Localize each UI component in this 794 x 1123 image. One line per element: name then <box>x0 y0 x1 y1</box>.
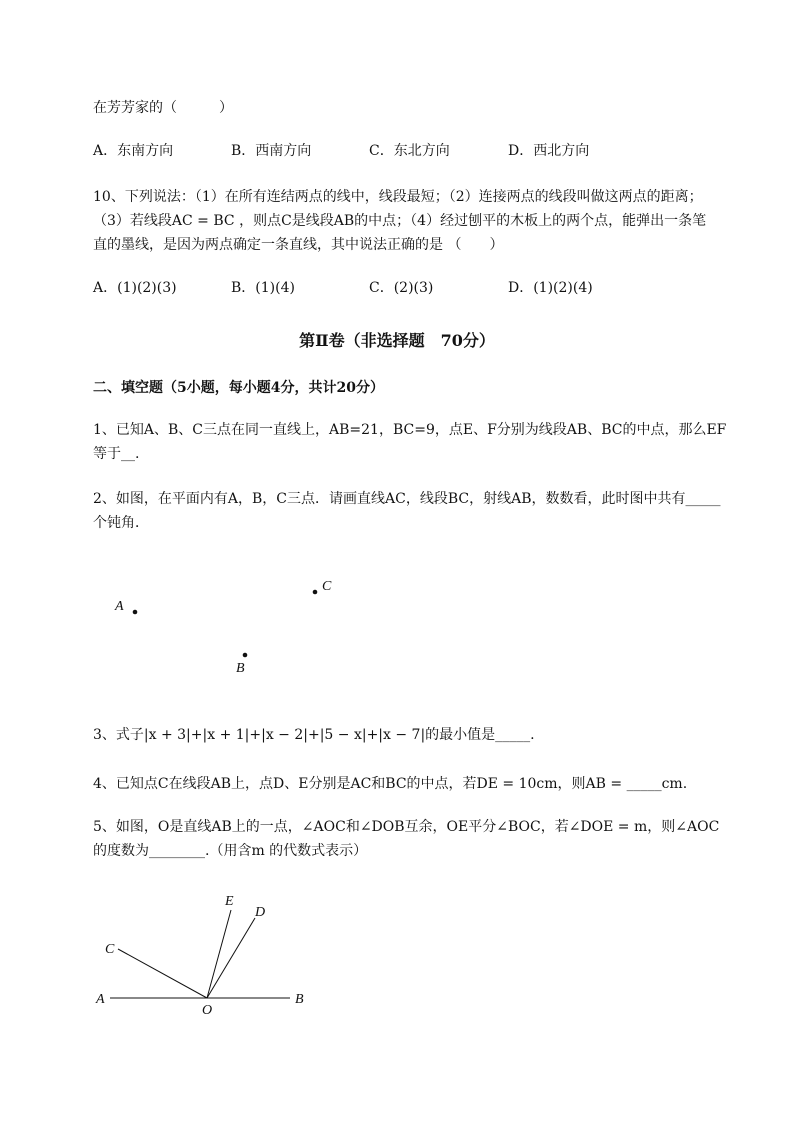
q10-line2: （3）若线段AC = BC ，则点C是线段AB的中点；（4）经过刨平的木板上的两个点，能弹出一条笔 <box>93 213 707 229</box>
q9-tail: 在芳芳家的（ ） <box>93 100 233 116</box>
point-a <box>133 610 138 615</box>
section-heading: 二、填空题（5小题，每小题4分，共计20分） <box>93 380 384 396</box>
q9-option-d: D．西北方向 <box>508 143 590 159</box>
fill4-line1: 4、已知点C在线段AB上，点D、E分别是AC和BC的中点，若DE = 10cm，则AB = _____cm. <box>93 776 688 792</box>
angle-figure <box>0 880 794 1030</box>
q10-option-c: C．(2)(3) <box>369 280 434 296</box>
fill2-line1: 2、如图，在平面内有A，B，C三点．请画直线AC，线段BC，射线AB，数数看，此时图中共有_____ <box>93 491 721 507</box>
fill2-line2: 个钝角． <box>93 515 149 531</box>
fill5-line2: 的度数为________.（用含m 的代数式表示） <box>93 843 368 859</box>
q10-option-d: D．(1)(2)(4) <box>508 280 593 296</box>
point-c-label: C <box>322 579 332 594</box>
label-c: C <box>105 942 115 957</box>
point-b-label: B <box>236 661 245 676</box>
part2-title: 第Ⅱ卷（非选择题 70分） <box>299 331 495 350</box>
ray-od <box>207 918 255 998</box>
fill5-line1: 5、如图，O是直线AB上的一点，∠AOC和∠DOB互余，OE平分∠BOC，若∠DOE = m，则∠AOC <box>93 819 720 835</box>
point-b <box>243 653 248 658</box>
label-o: O <box>202 1003 213 1018</box>
label-d: D <box>255 905 266 920</box>
fill1-line1: 1、已知A、B、C三点在同一直线上，AB=21，BC=9，点E、F分别为线段AB、BC的中点，那么EF <box>93 422 727 438</box>
q10-option-a: A．(1)(2)(3) <box>93 280 177 296</box>
label-b: B <box>295 992 304 1007</box>
point-c <box>313 590 318 595</box>
points-figure <box>0 560 794 690</box>
q9-option-b: B．西南方向 <box>231 143 312 159</box>
q9-option-c: C．东北方向 <box>369 143 450 159</box>
label-a: A <box>96 992 105 1007</box>
ray-oe <box>207 910 231 998</box>
q10-option-b: B．(1)(4) <box>231 280 295 296</box>
point-a-label: A <box>115 599 124 614</box>
q10-line3: 直的墨线，是因为两点确定一条直线，其中说法正确的是 （ ） <box>93 237 504 253</box>
ray-oc <box>118 949 207 998</box>
label-e: E <box>225 894 234 909</box>
fill1-line2: 等于__. <box>93 446 140 462</box>
q10-line1: 10、下列说法：（1）在所有连结两点的线中，线段最短；（2）连接两点的线段叫做这两点的距离； <box>93 189 703 205</box>
q9-option-a: A．东南方向 <box>93 143 174 159</box>
fill3-line1: 3、式子|x + 3|+|x + 1|+|x − 2|+|5 − x|+|x − 7|的最小值是_____. <box>93 727 535 743</box>
